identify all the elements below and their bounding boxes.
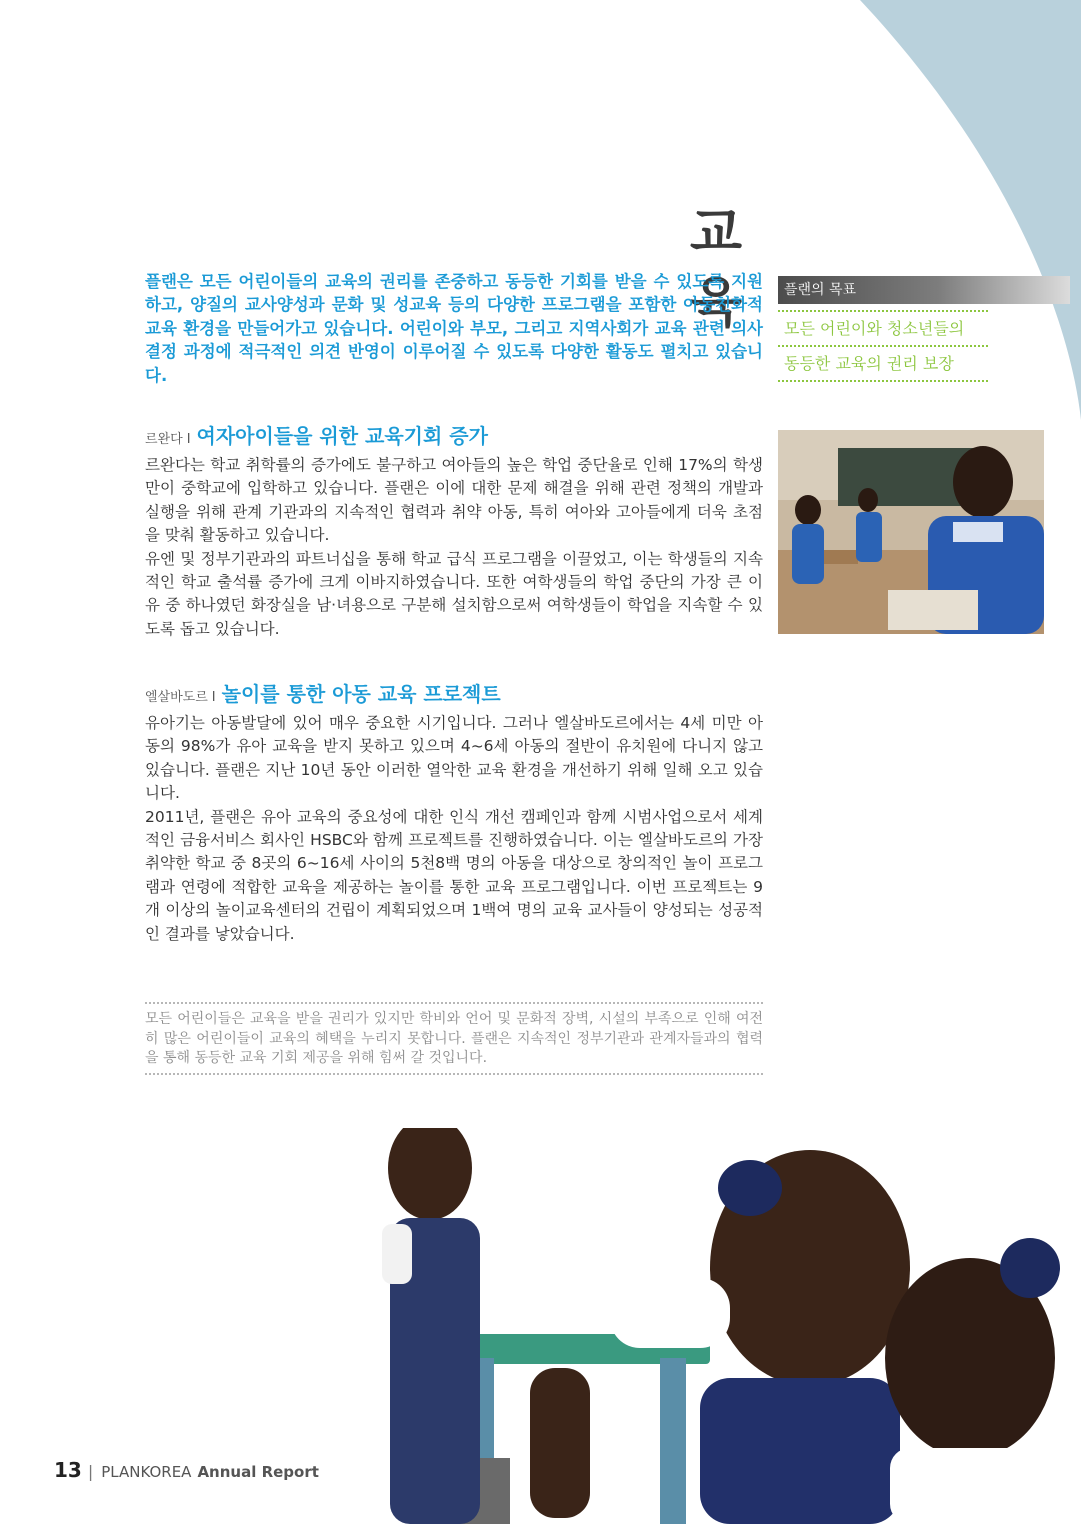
paragraph: 2011년, 플랜은 유아 교육의 중요성에 대한 인식 개선 캠페인과 함께 시범사업으로서 세계적인 금융서비스 회사인 HSBC와 함께 프로젝트를 진행하였습니다. 이는 엘살바도르의 가장 취약한 학교 중 8곳의 6~16세 사이의 5천8백 명의 아동을 대상으로 창의적인 놀이 프로그램과 연령에 적합한 교육을 제공하는 놀이를 통한 교육 프로그램입니다. 이번 프로젝트는 9개 이상의 놀이교육센터의 건립이 계획되었으며 1백여 명의 교육 교사들이 양성되는 성공적인 결과를 낳았습니다.: [145, 807, 763, 943]
section-heading-rwanda: [145, 420, 488, 449]
section-body-rwanda: [145, 454, 763, 641]
summary-note: 모든 어린이들은 교육을 받을 권리가 있지만 학비와 언어 및 문화적 장벽, 시설의 부족으로 인해 여전히 많은 어린이들이 교육의 혜택을 누리지 못합니다. 플랜은 지속적인 정부기관과 관계자들과의 협력을 통해 동등한 교육 기회 제공을 위해 힘써 갈 것입니다.: [145, 1002, 763, 1075]
section-heading-el-salvador: [145, 678, 501, 707]
section-title: 놀이를 통한 아동 교육 프로젝트: [221, 682, 501, 706]
paragraph: 유아기는 아동발달에 있어 매우 중요한 시기입니다. 그러나 엘살바도르에서는 4세 미만 아동의 98%가 유아 교육을 받지 못하고 있으며 4~6세 아동의 절반이 유치원에 다니지 않고 있습니다. 플랜은 지난 10년 동안 이러한 열악한 교육 환경을 개선하기 위해 일해 오고 있습니다.: [145, 714, 763, 803]
page-number: 13: [54, 1458, 82, 1482]
section-title: 여자아이들을 위한 교육기회 증가: [196, 424, 488, 448]
footer-brand: PLANKOREA: [101, 1463, 192, 1481]
goal-line: 모든 어린이와 청소년들의: [778, 310, 988, 347]
intro-text: 플랜은 모든 어린이들의 교육의 권리를 존중하고 동등한 기회를 받을 수 있도록 지원하고, 양질의 교사양성과 문화 및 성교육 등의 다양한 프로그램을 포함한 아동친화적 교육 환경을 만들어가고 있습니다. 어린이와 부모, 그리고 지역사회가 교육 관련 의사 결정 과정에 적극적인 의견 반영이 이루어질 수 있도록 다양한 활동도 펼치고 있습니다.: [145, 272, 763, 385]
paragraph: 르완다는 학교 취학률의 증가에도 불구하고 여아들의 높은 학업 중단율로 인해 17%의 학생만이 중학교에 입학하고 있습니다. 플랜은 이에 대한 문제 해결을 위해 관련 정책의 개발과 실행을 위해 관계 기관과의 지속적인 협력과 취약 아동, 특히 여아와 고아들에게 더욱 초점을 맞춰 활동하고 있습니다.: [145, 456, 763, 545]
footer-separator: |: [87, 1462, 94, 1481]
goal-box: [778, 276, 1070, 382]
paragraph: 유엔 및 정부기관과의 파트너십을 통해 학교 급식 프로그램을 이끌었고, 이는 학생들의 지속적인 학교 출석률 증가에 크게 이바지하였습니다. 또한 여학생들의 학업 중단의 가장 큰 이유 중 하나였던 화장실을 남·녀용으로 구분해 설치함으로써 여학생들이 학업을 지속할 수 있도록 돕고 있습니다.: [145, 549, 763, 638]
section-separator: I: [211, 690, 216, 705]
section-country: 엘살바도르: [145, 690, 208, 705]
classroom-photo: [778, 430, 1044, 634]
goal-header: 플랜의 목표: [778, 276, 1070, 304]
section-separator: I: [186, 432, 191, 447]
section-body-el-salvador: [145, 712, 763, 946]
page-title: 교 육: [689, 201, 768, 334]
page-footer: [54, 1458, 319, 1482]
children-photo: [330, 1128, 1060, 1524]
goal-line: 동등한 교육의 권리 보장: [778, 347, 988, 382]
footer-report: Annual Report: [197, 1463, 319, 1481]
section-country: 르완다: [145, 432, 183, 447]
